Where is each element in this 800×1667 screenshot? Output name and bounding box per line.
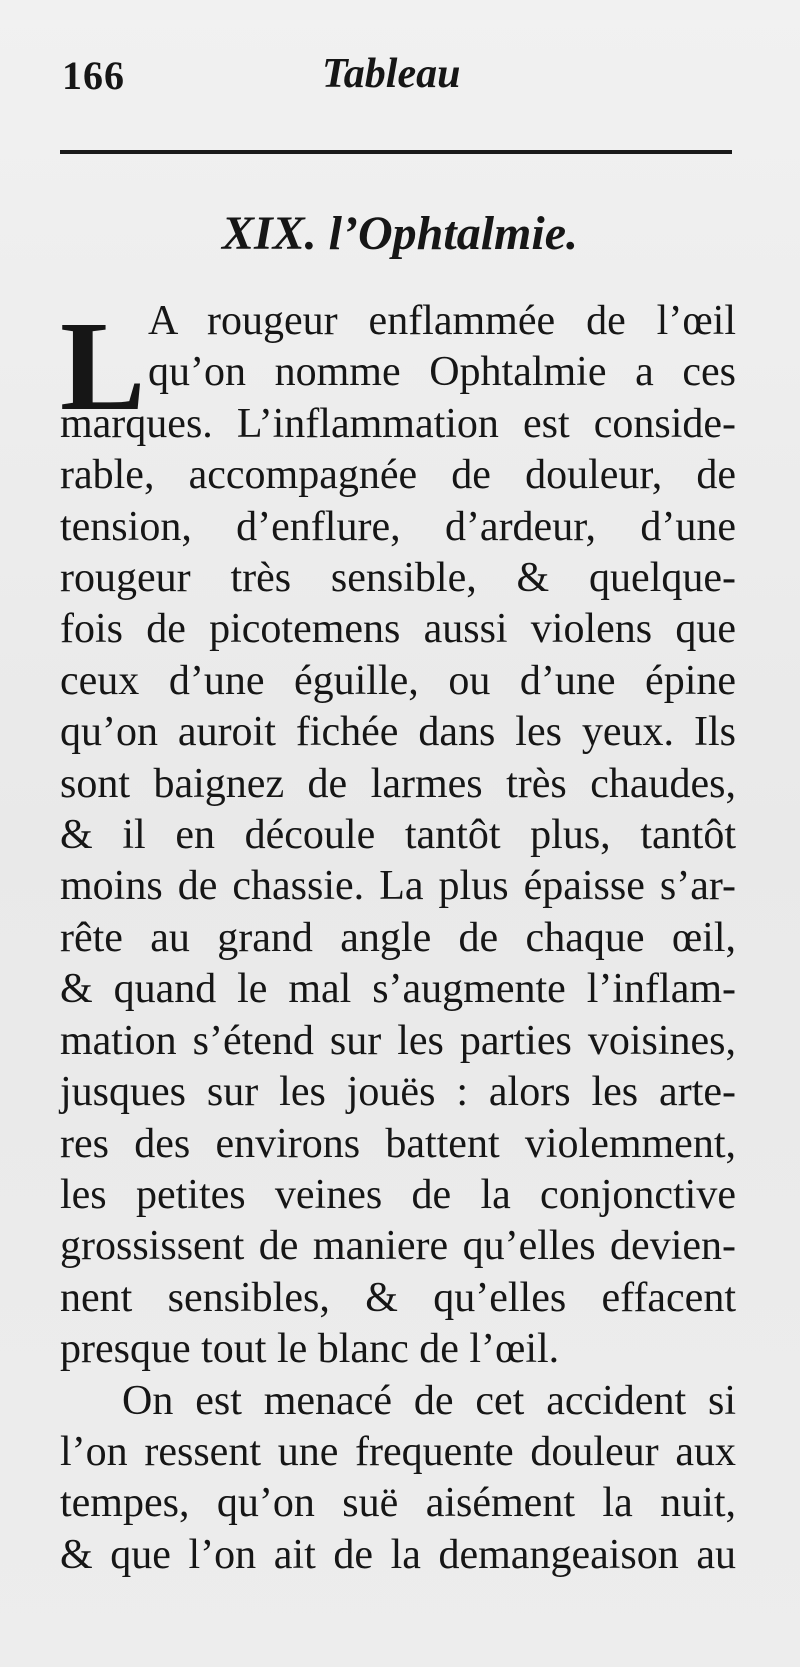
text-line: qu’on nomme Ophtalmie a ces (148, 349, 736, 396)
text-line: & il en découle tantôt plus, tantôt (60, 812, 736, 859)
text-line: mation s’étend sur les parties voisines, (60, 1017, 736, 1064)
text-line: ceux d’une éguille, ou d’une épine (60, 657, 736, 704)
text-line: les petites veines de la conjonctive (60, 1171, 736, 1218)
text-line: moins de chassie. La plus épaisse s’ar- (60, 863, 736, 910)
text-line: grossissent de maniere qu’elles devien- (60, 1223, 736, 1270)
text-line: res des environs battent violemment, (60, 1120, 736, 1167)
text-line: nent sensibles, & qu’elles effacent (60, 1274, 736, 1321)
text-line: jusques sur les jouës : alors les arte- (60, 1069, 736, 1116)
text-line: presque tout le blanc de l’œil. (60, 1326, 560, 1373)
text-line: tension, d’enflure, d’ardeur, d’une (60, 503, 736, 550)
text-line: & que l’on ait de la demangeaison au (60, 1531, 736, 1578)
text-line: marques. L’inflammation est conside- (60, 400, 736, 447)
text-line: sont baignez de larmes très chaudes, (60, 760, 736, 807)
text-line: On est menacé de cet accident si (122, 1377, 736, 1424)
text-line: A rougeur enflammée de l’œil (148, 298, 736, 344)
text-line: qu’on auroit fichée dans les yeux. Ils (60, 709, 736, 756)
header-rule (60, 150, 732, 154)
text-line: rable, accompagnée de douleur, de (60, 452, 736, 499)
text-line: rête au grand angle de chaque œil, (60, 914, 736, 961)
body-text (60, 296, 736, 1581)
running-head: Tableau (322, 51, 461, 97)
text-line: tempes, qu’on suë aisément la nuit, (60, 1480, 736, 1527)
section-title: XIX. l’Ophtalmie. (221, 207, 579, 260)
text-line: rougeur très sensible, & quelque- (60, 555, 736, 602)
drop-cap: L (60, 295, 146, 437)
text-line: fois de picotemens aussi violens que (60, 606, 736, 653)
text-line: l’on ressent une frequente douleur aux (60, 1428, 736, 1475)
page-number: 166 (62, 53, 125, 98)
text-line: & quand le mal s’augmente l’inflam- (60, 966, 736, 1013)
